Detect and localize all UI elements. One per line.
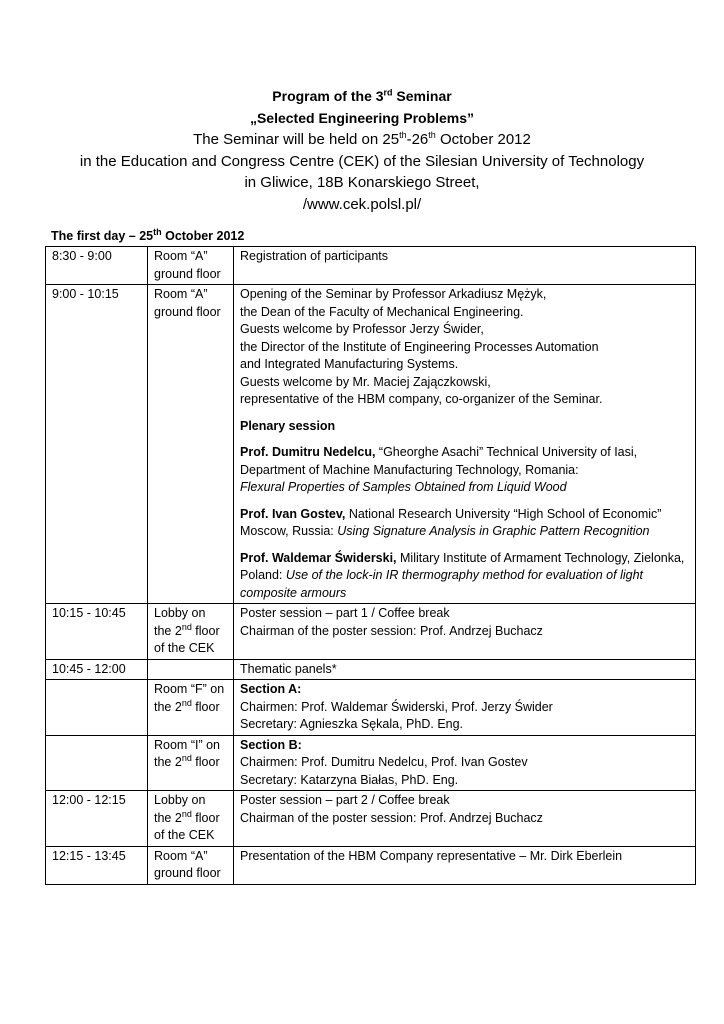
website-line: /www.cek.polsl.pl/ <box>302 195 422 213</box>
event-cell <box>234 680 696 736</box>
room-text: the 2 <box>154 810 182 825</box>
opening-line: the Director of the Institute of Engineering Processes Automation <box>240 339 599 354</box>
table-row <box>46 659 696 680</box>
room-line: of the CEK <box>154 828 215 842</box>
event-cell: Registration of participants <box>234 247 696 285</box>
room-text: the 2 <box>154 699 182 714</box>
event-line: Chairman of the poster session: Prof. Andrzej Buchacz <box>240 810 543 825</box>
table-row <box>46 846 696 884</box>
room-text: the 2 <box>154 623 182 638</box>
event-cell <box>234 285 696 604</box>
speaker-name: Prof. Ivan Gostev, <box>240 506 346 521</box>
dates-text-2: -26 <box>406 131 429 148</box>
room-cell <box>148 735 234 791</box>
room-cell <box>148 604 234 660</box>
table-row <box>46 735 696 791</box>
document-header <box>0 86 724 215</box>
speaker-affiliation: “Gheorghe Asachi” Technical University of Iasi, Department of Machine Manufacturing Technology, Romania: <box>240 445 638 477</box>
time-cell: 12:15 - 13:45 <box>46 846 148 884</box>
opening-line: representative of the HBM company, co-organizer of the Seminar. <box>240 392 603 406</box>
speaker-affiliation: Military Institute of Armament Technology, Zielonka, Poland: <box>240 550 685 582</box>
room-cell <box>148 680 234 736</box>
event-cell <box>234 791 696 847</box>
title-text-end: Seminar <box>392 88 452 104</box>
room-sup: nd <box>181 697 192 708</box>
talk-1 <box>240 444 689 497</box>
event-line: Chairmen: Prof. Waldemar Świderski, Prof. Jerzy Świder <box>240 699 553 714</box>
opening-line: Guests welcome by Professor Jerzy Świder, <box>240 322 484 336</box>
title-text: Program of the 3 <box>272 88 384 104</box>
event-line: Secretary: Katarzyna Białas, PhD. Eng. <box>240 772 459 787</box>
room-sup: nd <box>181 621 192 632</box>
room-line: ground floor <box>154 304 221 319</box>
day-title-text-end: October 2012 <box>161 229 245 243</box>
room-line: ground floor <box>154 266 221 281</box>
room-text: floor <box>191 810 220 825</box>
table-row <box>46 680 696 736</box>
room-line <box>154 623 227 641</box>
section-heading: Section B: <box>240 737 302 752</box>
room-sup: nd <box>181 752 192 763</box>
room-line: Room “F” on <box>154 682 225 696</box>
event-line: Chairmen: Prof. Dumitru Nedelcu, Prof. Ivan Gostev <box>240 755 528 769</box>
opening-line: Opening of the Seminar by Professor Arkadiusz Mężyk, <box>240 287 547 301</box>
day-title-sup: th <box>153 226 162 237</box>
room-cell <box>148 285 234 604</box>
title-sup: rd <box>383 87 393 98</box>
day-title <box>51 226 245 243</box>
opening-line: Guests welcome by Mr. Maciej Zajączkowski, <box>240 374 491 389</box>
room-text: the 2 <box>154 755 182 769</box>
talk-title: Use of the lock-in IR thermography method for evaluation of light composite armours <box>240 568 644 600</box>
time-cell: 9:00 - 10:15 <box>46 285 148 604</box>
table-row <box>46 604 696 660</box>
room-text: floor <box>191 623 220 638</box>
speaker-name: Prof. Dumitru Nedelcu, <box>240 445 376 459</box>
time-cell: 10:15 - 10:45 <box>46 604 148 660</box>
talk-2 <box>240 506 689 541</box>
day-title-text: The first day – 25 <box>51 229 154 243</box>
room-cell <box>148 659 234 680</box>
opening-line: and Integrated Manufacturing Systems. <box>240 357 459 371</box>
event-cell <box>234 735 696 791</box>
opening-line: the Dean of the Faculty of Mechanical Engineering. <box>240 304 524 319</box>
room-line: of the CEK <box>154 641 215 655</box>
event-cell <box>234 604 696 660</box>
room-cell <box>148 247 234 285</box>
room-line: Room “A” <box>154 249 208 263</box>
time-cell: 12:00 - 12:15 <box>46 791 148 847</box>
event-line: Poster session – part 2 / Coffee break <box>240 793 450 807</box>
event-cell: Thematic panels* <box>234 659 696 680</box>
talk-3 <box>240 550 689 603</box>
room-cell <box>148 846 234 884</box>
event-cell: Presentation of the HBM Company representative – Mr. Dirk Eberlein <box>234 846 696 884</box>
time-cell: 8:30 - 9:00 <box>46 247 148 285</box>
dates-text: The Seminar will be held on 25 <box>193 131 400 148</box>
seminar-dates <box>0 129 724 151</box>
room-line: Lobby on <box>154 606 206 620</box>
room-line: Lobby on <box>154 793 206 807</box>
dates-sup-2: th <box>428 130 436 140</box>
room-line <box>154 810 227 828</box>
time-cell <box>46 735 148 791</box>
room-line: ground floor <box>154 866 221 880</box>
speaker-affiliation: National Research University “High School of Economic” Moscow, Russia: <box>240 506 662 538</box>
time-cell <box>46 680 148 736</box>
section-heading: Section A: <box>240 682 302 696</box>
room-text: floor <box>191 755 220 769</box>
room-line <box>154 754 227 772</box>
room-text: floor <box>191 699 220 714</box>
time-cell: 10:45 - 12:00 <box>46 659 148 680</box>
event-line: Chairman of the poster session: Prof. Andrzej Buchacz <box>240 623 543 638</box>
table-row <box>46 285 696 604</box>
address-line: in Gliwice, 18B Konarskiego Street, <box>244 174 480 191</box>
dates-sup-1: th <box>399 130 407 140</box>
room-line <box>154 699 227 717</box>
program-table <box>45 246 696 885</box>
program-title <box>0 86 724 108</box>
table-row <box>46 791 696 847</box>
room-cell <box>148 791 234 847</box>
talk-title: Using Signature Analysis in Graphic Pattern Recognition <box>337 524 650 538</box>
room-line: Room “A” <box>154 287 208 301</box>
event-line: Secretary: Agnieszka Sękala, PhD. Eng. <box>240 717 464 731</box>
event-line: Poster session – part 1 / Coffee break <box>240 606 450 620</box>
plenary-heading: Plenary session <box>240 418 336 433</box>
venue-line: in the Education and Congress Centre (CEK) of the Silesian University of Technology <box>79 152 645 170</box>
table-row <box>46 247 696 285</box>
room-line: Room “I” on <box>154 737 220 752</box>
talk-title: Flexural Properties of Samples Obtained from Liquid Wood <box>240 480 567 494</box>
speaker-name: Prof. Waldemar Świderski, <box>240 550 397 565</box>
dates-text-3: October 2012 <box>435 131 531 148</box>
room-sup: nd <box>181 808 192 819</box>
room-line: Room “A” <box>154 848 208 863</box>
seminar-name: „Selected Engineering Problems” <box>249 109 475 126</box>
